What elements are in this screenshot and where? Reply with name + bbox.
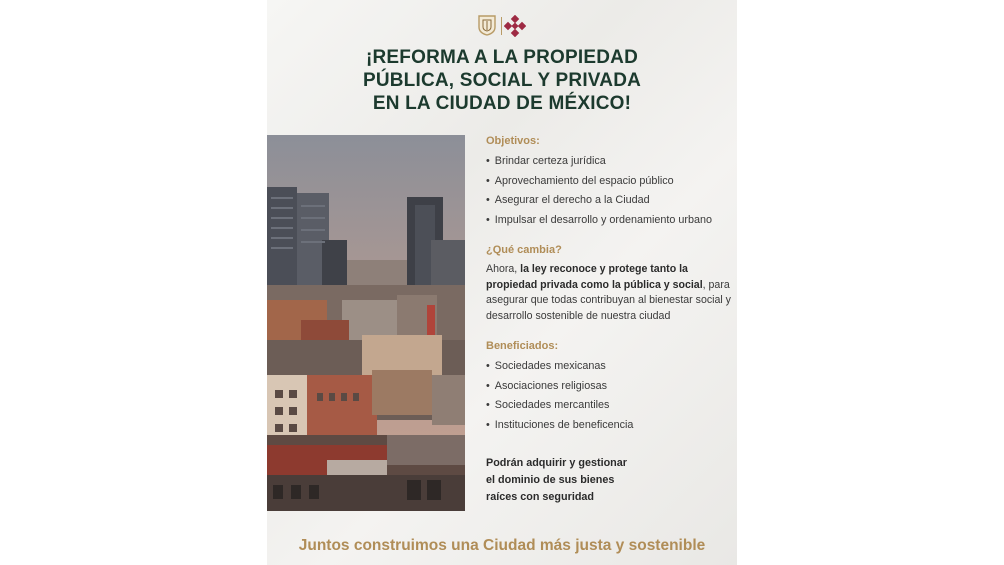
logo-divider bbox=[501, 17, 502, 35]
objetivos-list bbox=[486, 152, 731, 230]
que-cambia-paragraph bbox=[486, 262, 731, 324]
section-heading-que-cambia: ¿Qué cambia? bbox=[486, 244, 562, 256]
content-column bbox=[486, 133, 731, 506]
page-title bbox=[267, 46, 737, 115]
poster bbox=[267, 0, 737, 565]
beneficiados-list bbox=[486, 357, 731, 435]
footer-slogan: Juntos construimos una Ciudad más justa y sostenible bbox=[298, 537, 706, 554]
closing-statement bbox=[486, 455, 731, 506]
shield-icon bbox=[478, 15, 496, 36]
paragraph-text: , para asegurar que todas contribuyan al bienestar social y desarrollo sostenible de nuestra ciudad bbox=[486, 278, 731, 322]
list-item: • Brindar certeza jurídica bbox=[486, 152, 731, 172]
title-line: ¡REFORMA A LA PROPIEDAD bbox=[365, 47, 638, 68]
list-item: • Instituciones de beneficencia bbox=[486, 416, 731, 436]
list-item: • Asociaciones religiosas bbox=[486, 377, 731, 397]
title-line: PÚBLICA, SOCIAL Y PRIVADA bbox=[362, 70, 642, 91]
paragraph-emphasis: la ley reconoce y protege tanto la propiedad privada como la pública y social bbox=[486, 263, 703, 291]
section-heading-objetivos: Objetivos: bbox=[486, 135, 540, 147]
list-item: • Asegurar el derecho a la Ciudad bbox=[486, 191, 731, 211]
closing-line: el dominio de sus bienes bbox=[486, 474, 615, 486]
city-photo bbox=[267, 135, 465, 511]
closing-line: raíces con seguridad bbox=[486, 491, 595, 503]
closing-line: Podrán adquirir y gestionar bbox=[486, 457, 627, 469]
list-item: • Impulsar el desarrollo y ordenamiento urbano bbox=[486, 211, 731, 231]
list-item: • Sociedades mercantiles bbox=[486, 396, 731, 416]
list-item: • Aprovechamiento del espacio público bbox=[486, 172, 731, 192]
city-skyline-image bbox=[267, 135, 465, 511]
list-item: • Sociedades mexicanas bbox=[486, 357, 731, 377]
cdmx-logo-icon bbox=[504, 15, 526, 37]
header-logos bbox=[478, 14, 526, 38]
section-heading-beneficiados: Beneficiados: bbox=[486, 340, 559, 352]
title-line: EN LA CIUDAD DE MÉXICO! bbox=[372, 93, 632, 114]
paragraph-text: Ahora, bbox=[486, 263, 521, 275]
